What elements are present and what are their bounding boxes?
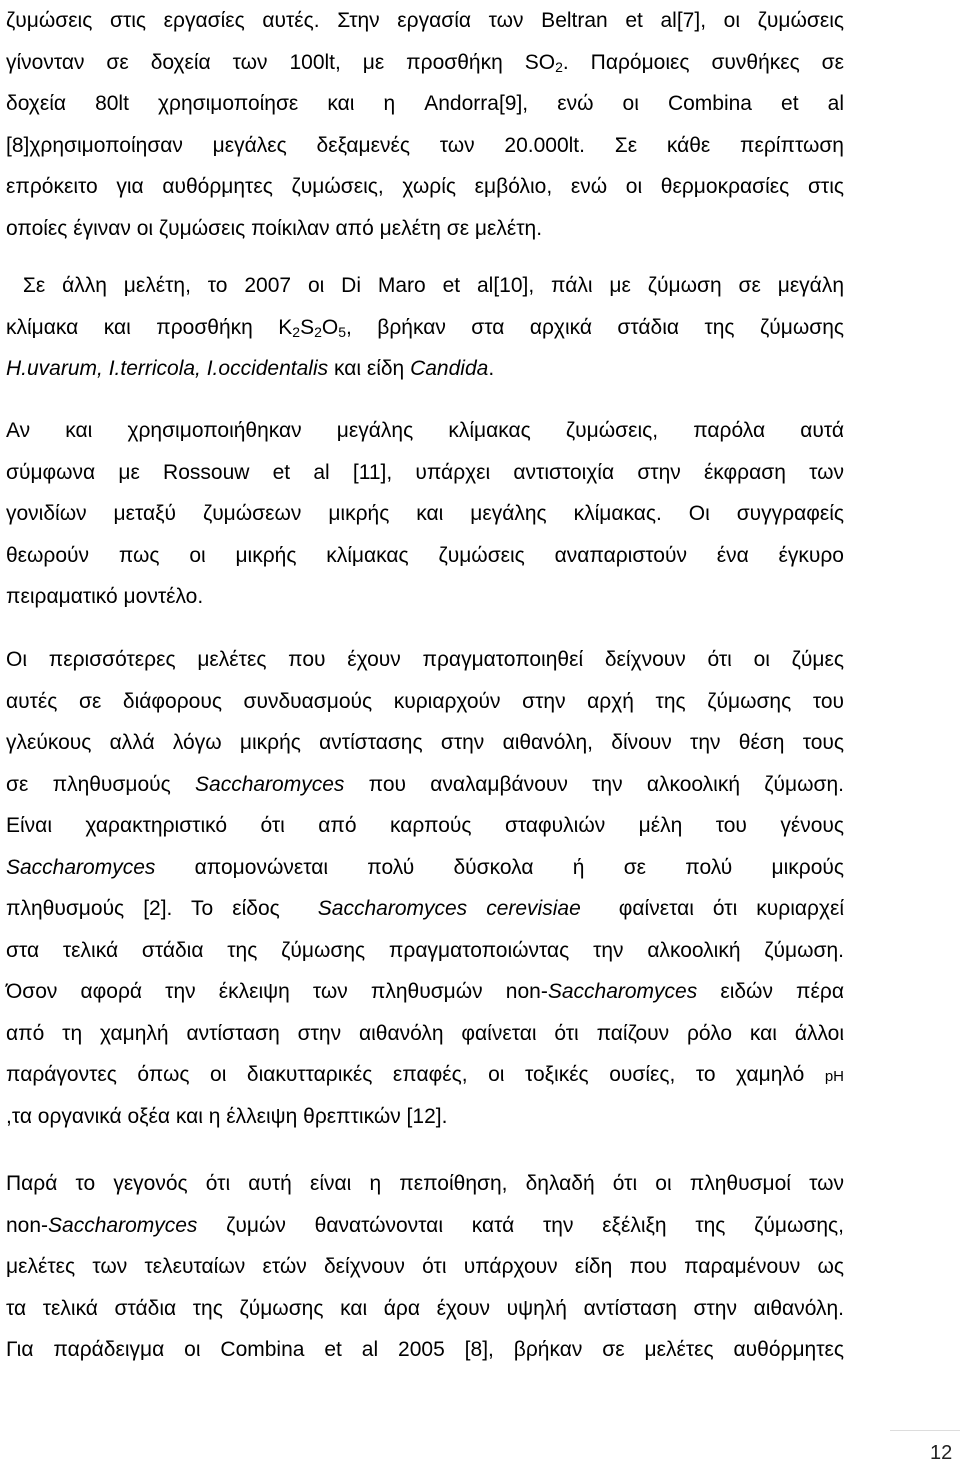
text-line <box>6 681 844 723</box>
text-segment: αυτές σε διάφορους συνδυασμούς κυριαρχούν στην αρχή της ζύμωσης του <box>6 689 844 713</box>
text-segment: οποίες έγιναν οι ζυμώσεις ποίκιλαν από μελέτη σε μελέτη. <box>6 216 543 240</box>
text-segment: . <box>488 357 495 380</box>
text-segment: σύμφωνα με Rossouw et al [11], υπάρχει αντιστοιχία στην έκφραση των <box>6 460 844 484</box>
text-line <box>6 125 844 167</box>
text-line <box>6 888 844 930</box>
text-segment: Είναι χαρακτηριστικό ότι από καρπούς σταφυλιών μέλη του γένους <box>6 814 844 837</box>
text-segment: φαίνεται ότι κυριαρχεί <box>580 897 844 920</box>
text-line <box>6 576 844 618</box>
subscript-text: 2 <box>292 323 301 340</box>
text-segment: Για παράδειγμα οι Combina et al 2005 [8], βρήκαν σε μελέτες αυθόρμητες <box>6 1338 844 1361</box>
italic-text: Saccharomyces <box>547 980 698 1003</box>
text-segment: O <box>321 315 339 339</box>
text-line <box>6 1054 844 1096</box>
text-segment: Όσον αφορά την έκλειψη των πληθυσμών non- <box>6 980 548 1003</box>
text-segment: από τη χαμηλή αντίσταση στην αιθανόλη φαίνεται ότι παίζουν ρόλο και άλλοι <box>6 1021 844 1045</box>
text-segment: μελέτες των τελευταίων ετών δείχνουν ότι υπάρχουν είδη που παραμένουν ως <box>6 1255 844 1278</box>
text-line <box>6 166 844 208</box>
text-segment: , βρήκαν στα αρχικά στάδια της ζύμωσης <box>346 315 844 339</box>
text-segment: και είδη <box>328 357 411 380</box>
text-line <box>6 930 844 972</box>
text-segment: [8]χρησιμοποίησαν μεγάλες δεξαμενές των 20.000lt. Σε κάθε περίπτωση <box>6 133 844 157</box>
text-segment: Οι περισσότερες μελέτες που έχουν πραγματοποιηθεί δείχνουν ότι οι ζύμες <box>6 648 844 671</box>
text-segment: γονιδίων μεταξύ ζυμώσεων μικρής και μεγάλης κλίμακας. Οι συγγραφείς <box>6 502 844 525</box>
text-segment: γίνονταν σε δοχεία των 100lt, με προσθήκη SO <box>6 50 556 74</box>
text-segment: ,τα οργανικά οξέα και η έλλειψη θρεπτικών [12]. <box>6 1104 448 1128</box>
italic-text: H.uvarum, I.terricola, I.occidentalis <box>6 357 329 380</box>
text-line <box>6 452 844 494</box>
page-number: 12 <box>930 1442 953 1464</box>
text-segment: στα τελικά στάδια της ζύμωσης πραγματοποιώντας την αλκοολική ζύμωση. <box>6 938 844 962</box>
italic-text: Saccharomyces <box>6 855 156 879</box>
text-segment: γλεύκους αλλά λόγω μικρής αντίστασης στην αιθανόλη, δίνουν την θέση τους <box>6 731 844 754</box>
text-segment: παράγοντες όπως οι διακυτταρικές επαφές, οι τοξικές ουσίες, το χαμηλό <box>6 1063 825 1086</box>
text-line <box>6 847 844 889</box>
paragraph-1 <box>6 0 844 249</box>
text-segment: non- <box>6 1213 49 1237</box>
text-segment: δοχεία 80lt χρησιμοποίησε και η Andorra[9], ενώ οι Combina et al <box>6 92 844 115</box>
subscript-text: 2 <box>555 58 563 75</box>
text-line <box>6 722 844 764</box>
text-line <box>6 1288 844 1330</box>
paragraph-2 <box>6 265 844 390</box>
paragraph-4 <box>6 639 844 1137</box>
page-number-divider <box>890 1430 960 1431</box>
text-segment: κλίμακα και προσθήκη K <box>6 315 293 339</box>
subscript-text: 2 <box>314 323 322 340</box>
text-line <box>6 265 844 307</box>
text-segment: Αν και χρησιμοποιήθηκαν μεγάλης κλίμακας ζυμώσεις, παρόλα αυτά <box>6 419 844 442</box>
text-line <box>6 639 844 681</box>
text-line <box>6 208 844 250</box>
text-line <box>6 1163 844 1205</box>
paragraph-5 <box>6 1163 844 1371</box>
text-segment: S <box>300 315 315 339</box>
text-line <box>6 42 844 84</box>
paragraph-3 <box>6 410 844 618</box>
text-segment: Σε άλλη μελέτη, το 2007 οι Di Maro et al[10], πάλι με ζύμωση σε μεγάλη <box>6 274 844 297</box>
italic-text: Saccharomyces <box>195 772 345 796</box>
text-segment: Παρά το γεγονός ότι αυτή είναι η πεποίθηση, δηλαδή ότι οι πληθυσμοί των <box>6 1172 844 1195</box>
italic-text: Saccharomyces <box>48 1213 198 1237</box>
text-line <box>6 1246 844 1288</box>
text-line <box>6 0 844 42</box>
text-line <box>6 410 844 452</box>
text-line <box>6 1205 844 1247</box>
text-segment: που αναλαμβάνουν την αλκοολική ζύμωση. <box>344 772 844 796</box>
text-line <box>6 805 844 847</box>
text-line <box>6 307 844 349</box>
text-segment: ειδών πέρα <box>697 980 844 1003</box>
text-line <box>6 971 844 1013</box>
text-line <box>6 535 844 577</box>
text-line <box>6 348 844 390</box>
text-line <box>6 493 844 535</box>
small-text: pH <box>824 1068 844 1085</box>
text-segment: θεωρούν πως οι μικρής κλίμακας ζυμώσεις αναπαριστούν ένα έγκυρο <box>6 543 844 567</box>
text-line <box>6 83 844 125</box>
text-segment: επρόκειτο για αυθόρμητες ζυμώσεις, χωρίς εμβόλιο, ενώ οι θερμοκρασίες στις <box>6 175 844 198</box>
italic-text: Saccharomyces cerevisiae <box>317 897 581 920</box>
text-segment: πληθυσμούς [2]. Το είδος <box>6 897 318 920</box>
text-line <box>6 1013 844 1055</box>
text-segment: σε πληθυσμούς <box>6 772 196 796</box>
text-segment: ζυμώσεις στις εργασίες αυτές. Στην εργασία των Beltran et al[7], οι ζυμώσεις <box>6 9 844 32</box>
italic-text: Candida <box>410 357 489 380</box>
text-segment: πειραματικό μοντέλο. <box>6 585 204 608</box>
text-line <box>6 1329 844 1371</box>
text-segment: απομονώνεται πολύ δύσκολα ή σε πολύ μικρούς <box>155 855 844 879</box>
text-segment: ζυμών θανατώνονται κατά την εξέλιξη της ζύμωσης, <box>197 1213 844 1237</box>
text-line <box>6 1096 844 1138</box>
subscript-text: 5 <box>338 323 347 340</box>
text-line <box>6 764 844 806</box>
text-segment: . Παρόμοιες συνθήκες σε <box>562 50 844 74</box>
text-segment: τα τελικά στάδια της ζύμωσης και άρα έχουν υψηλή αντίσταση στην αιθανόλη. <box>6 1296 844 1320</box>
